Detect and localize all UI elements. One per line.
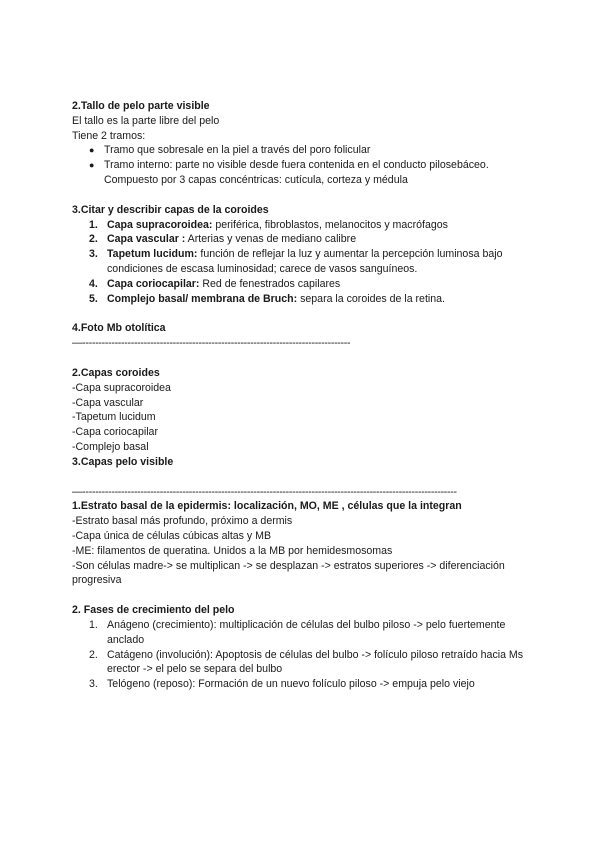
list-number: 4. (89, 277, 98, 290)
list-line: -Estrato basal más profundo, próximo a dermis (72, 515, 293, 528)
list-line: -Capa única de células cúbicas altas y MB (72, 529, 272, 542)
list-description: periférica, fibroblastos, melanocitos y macrófagos (212, 218, 448, 231)
paragraph: Tiene 2 tramos: (72, 129, 146, 142)
bullet-list (72, 143, 532, 187)
section-tallo-pelo (72, 99, 532, 188)
list-line: -Complejo basal (72, 440, 149, 453)
list-description: Red de fenestrados capilares (199, 277, 341, 290)
list-item (89, 232, 532, 247)
list-item-text: Catágeno (involución): Apoptosis de células del bulbo -> folículo piloso retraído hacia Ms erector -> el pelo se separa del bulbo (107, 648, 524, 676)
section-heading: 3.Capas pelo visible (72, 455, 174, 468)
list-item (89, 677, 532, 692)
numbered-list (72, 618, 532, 692)
numbered-list (72, 218, 532, 307)
list-item (89, 618, 532, 648)
list-line: -Capa supracoroidea (72, 381, 171, 394)
list-item (89, 292, 532, 307)
list-line: -Son células madre-> se multiplican -> se desplazan -> estratos superiores -> diferenciación progresiva (72, 559, 505, 587)
list-number: 3. (89, 678, 98, 691)
list-term: Tapetum lucidum: (107, 248, 198, 261)
list-item-text: Tramo interno: parte no visible desde fuera contenida en el conducto pilosebáceo. Compuesto por 3 capas concéntricas: cutícula, corteza y médula (104, 159, 489, 186)
section-capas-coroides (72, 366, 532, 470)
list-line: -Capa vascular (72, 396, 144, 409)
list-term: Complejo basal/ membrana de Bruch: (107, 292, 298, 305)
list-description: Arterias y venas de mediano calibre (185, 233, 357, 246)
section-foto-mb (72, 321, 532, 351)
section-heading: 2. Fases de crecimiento del pelo (72, 604, 235, 617)
list-item (89, 143, 532, 158)
list-item-text: Anágeno (crecimiento): multiplicación de células del bulbo piloso -> pelo fuertemente anclado (107, 618, 506, 646)
list-item (89, 648, 532, 678)
paragraph: El tallo es la parte libre del pelo (72, 114, 220, 127)
dashed-divider: —-------------------------------------------------------------------------------------------------------------------- (72, 485, 457, 498)
dashed-divider: —----------------------------------------------------------------------------------- (72, 337, 351, 350)
list-term: Capa supracoroidea: (107, 218, 213, 231)
bullet-icon: ● (89, 160, 95, 171)
list-item (89, 218, 532, 233)
list-number: 2. (89, 648, 98, 661)
list-number: 1. (89, 618, 98, 631)
list-description: función de reflejar la luz y aumentar la percepción luminosa bajo condiciones de escasa luminosidad; carece de vasos sanguíneos. (107, 248, 503, 275)
list-item (89, 277, 532, 292)
section-heading: 2.Tallo de pelo parte visible (72, 100, 210, 112)
bullet-icon: ● (89, 145, 95, 156)
section-heading: 4.Foto Mb otolítica (72, 322, 166, 335)
list-line: -Capa coriocapilar (72, 426, 158, 439)
section-heading: 1.Estrato basal de la epidermis: localización, MO, ME , células que la integran (72, 500, 462, 513)
list-number: 3. (89, 248, 98, 261)
section-estrato-basal (72, 485, 532, 589)
section-heading: 3.Citar y describir capas de la coroides (72, 203, 269, 216)
section-capas-coroides-detalle (72, 203, 532, 307)
document-page (72, 99, 532, 692)
list-term: Capa coriocapilar: (107, 277, 200, 290)
list-number: 5. (89, 292, 98, 305)
list-description: separa la coroides de la retina. (297, 292, 445, 305)
list-item-text: Tramo que sobresale en la piel a través del poro folicular (104, 144, 371, 157)
list-line: -Tapetum lucidum (72, 411, 156, 424)
list-item (89, 158, 532, 188)
list-number: 2. (89, 233, 98, 246)
section-fases-crecimiento (72, 603, 532, 692)
section-heading: 2.Capas coroides (72, 366, 160, 379)
list-item (89, 247, 532, 277)
list-line: -ME: filamentos de queratina. Unidos a la MB por hemidesmosomas (72, 544, 393, 557)
list-item-text: Telógeno (reposo): Formación de un nuevo folículo piloso -> empuja pelo viejo (107, 678, 475, 691)
list-term: Capa vascular : (107, 233, 186, 246)
list-number: 1. (89, 218, 98, 231)
